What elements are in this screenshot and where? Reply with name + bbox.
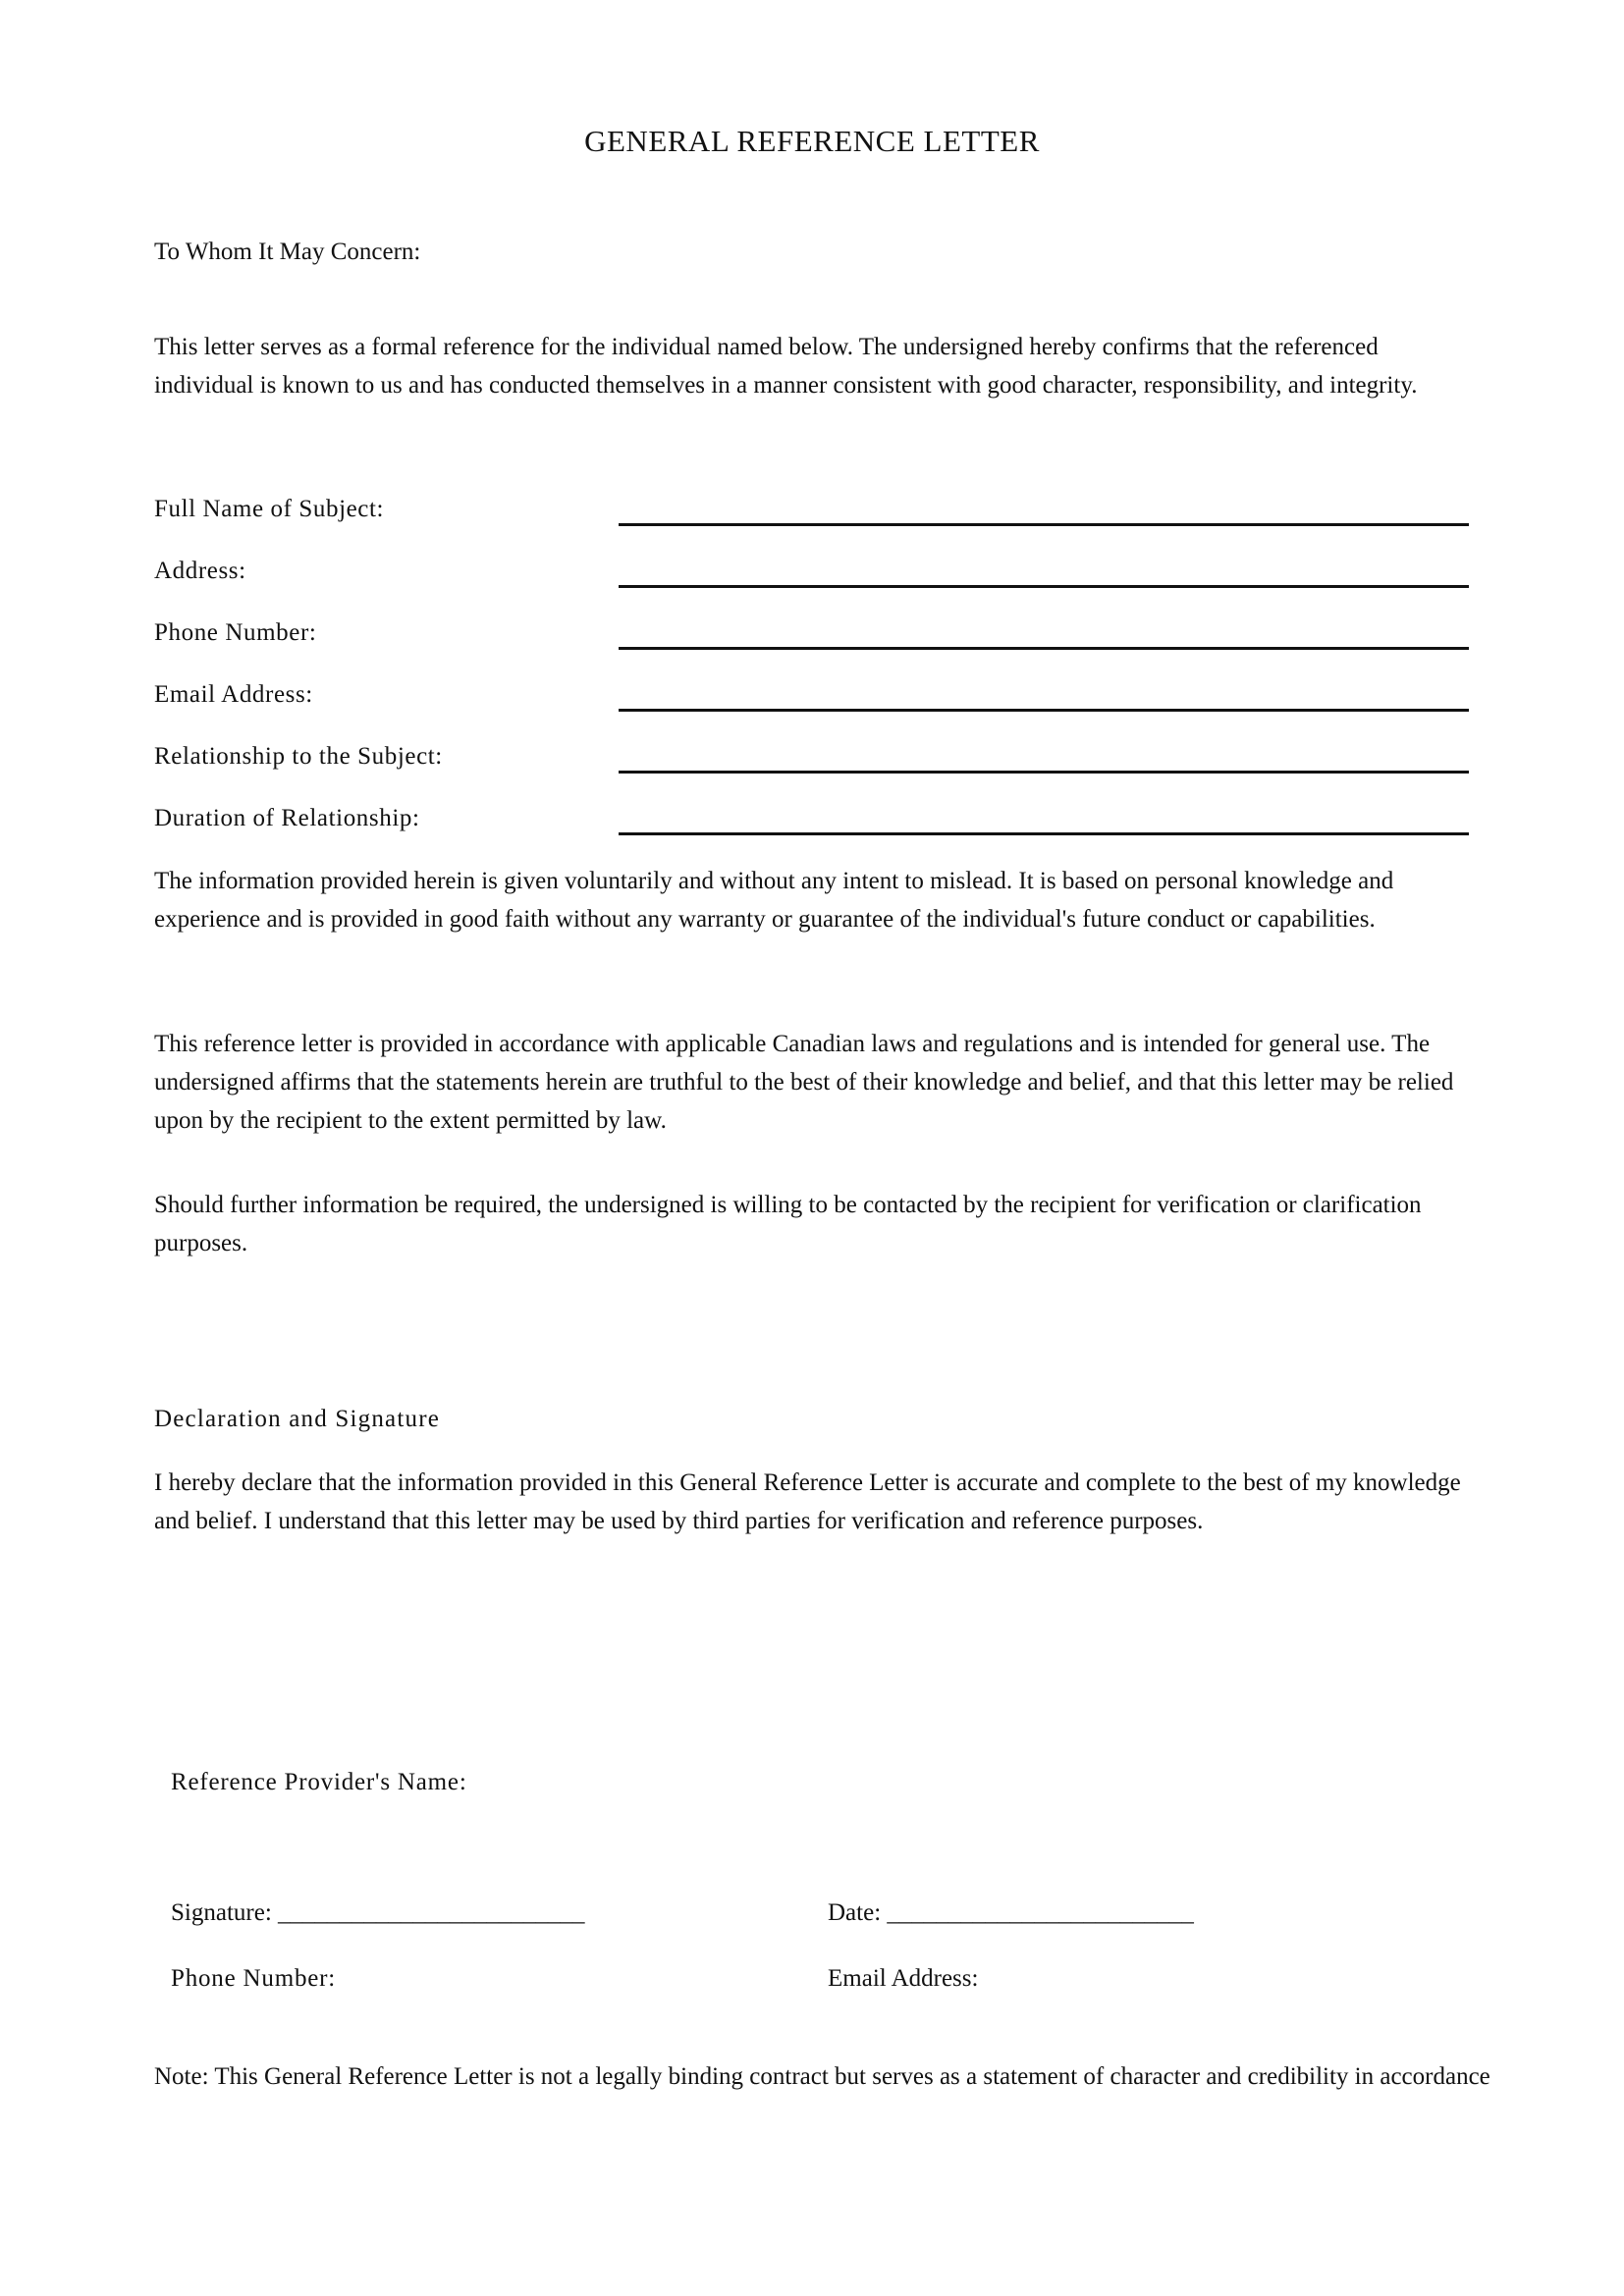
provider-name-label: Reference Provider's Name: bbox=[171, 1769, 467, 1795]
field-label-duration: Duration of Relationship: bbox=[154, 805, 420, 831]
footer-note: Note: This General Reference Letter is not a legally binding contract but serves as a statement of character and credibility in accordance bbox=[154, 2063, 1490, 2090]
field-label-relationship: Relationship to the Subject: bbox=[154, 743, 443, 770]
provider-phone-label: Phone Number: bbox=[171, 1965, 337, 1992]
salutation: To Whom It May Concern: bbox=[154, 239, 421, 265]
field-label-email-address: Email Address: bbox=[154, 681, 313, 708]
declaration-text: I hereby declare that the information provided in this General Reference Letter is accurate and complete to the best of my knowledge and belief. I understand that this letter may be used by third parties for verification and reference purposes. bbox=[154, 1469, 1461, 1534]
paragraph-canadian-law: This reference letter is provided in accordance with applicable Canadian laws and regulations and is intended for general use. The undersigned affirms that the statements herein are truthful to the best of their knowledge and belief, and that this letter may be relied upon by the recipient to the extent permitted by law. bbox=[154, 1031, 1454, 1134]
address-field[interactable] bbox=[619, 585, 1469, 588]
date-field[interactable]: Date: _________________________ bbox=[828, 1899, 1194, 1926]
full-name-field[interactable] bbox=[619, 523, 1469, 526]
paragraph-contact: Should further information be required, the undersigned is willing to be contacted by the recipient for verification or clarification purposes. bbox=[154, 1192, 1422, 1256]
signature-field[interactable]: Signature: _________________________ bbox=[171, 1899, 585, 1926]
page-title: GENERAL REFERENCE LETTER bbox=[584, 124, 1040, 158]
relationship-field[interactable] bbox=[619, 771, 1469, 774]
declaration-heading: Declaration and Signature bbox=[154, 1406, 441, 1432]
field-label-full-name: Full Name of Subject: bbox=[154, 496, 385, 522]
field-label-phone-number: Phone Number: bbox=[154, 619, 317, 646]
field-label-address: Address: bbox=[154, 558, 246, 584]
provider-email-label: Email Address: bbox=[828, 1965, 979, 1992]
phone-number-field[interactable] bbox=[619, 647, 1469, 650]
email-address-field[interactable] bbox=[619, 709, 1469, 712]
paragraph-good-faith: The information provided herein is given voluntarily and without any intent to mislead. It is based on personal knowledge and experience and is provided in good faith without any warranty or guarantee of the individual's future conduct or capabilities. bbox=[154, 868, 1394, 933]
duration-field[interactable] bbox=[619, 832, 1469, 835]
intro-paragraph: This letter serves as a formal reference for the individual named below. The undersigned hereby confirms that the referenced individual is known to us and has conducted themselves in a manner consistent with good character, responsibility, and integrity. bbox=[154, 334, 1418, 399]
